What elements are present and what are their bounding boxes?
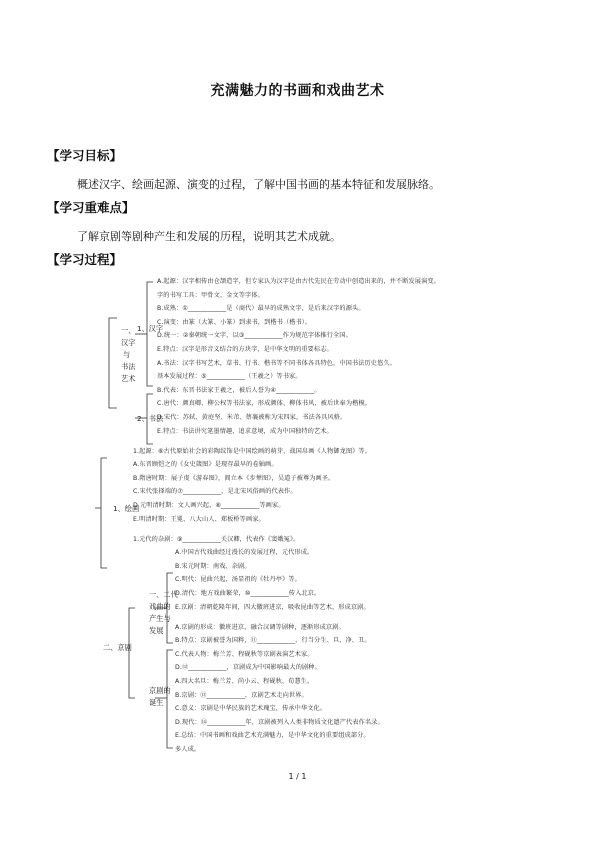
label-xiqu-c: 产生与 [149,614,171,623]
outline-line: E.特点：书法讲究笔墨情趣，追求意境，成为中国独特的艺术。 [157,427,333,435]
outline-line: B.代表：东晋书法家王羲之，被后人誉为④____________。 [157,386,321,394]
outline-line: C.宋代张择端的⑦____________，是北宋风俗画的代表作。 [133,488,297,496]
label-part1-b: 汉字 [121,338,136,347]
outline-line: D.⑫____________，京剧成为中国影响最大的剧种。 [175,664,321,672]
label-part1-a: 一、 [121,326,136,335]
outline-line: E.总结：中国书画和戏曲艺术充满魅力，是中华文化的重要组成部分。 [175,732,370,740]
goals-heading: 【学习目标】 [47,148,123,163]
page-title: 充满魅力的书画和戏曲艺术 [210,83,385,99]
outline-line: E.京剧：清朝乾隆年间，四大徽班进京，吸收昆曲等艺术，形成京剧。 [175,603,370,611]
outline-line: E.明清时期：王冕、八大山人、郑板桥等画家。 [133,515,265,523]
outline-line: B.成熟：①____________是（商代）最早的成熟文字，是后来汉字的源头。 [157,305,365,313]
outline-line: A.东晋顾恺之的《女史箴图》是现存最早的卷轴画。 [133,461,278,469]
key-points-heading: 【学习重难点】 [47,200,135,215]
page-number: 1 / 1 [288,772,307,781]
label-shufa: 2、书法 [137,414,164,423]
outline-line: D.现代：⑭____________年，京剧被列入人类非物质文化遗产代表作名录。 [175,718,384,726]
outline-line: A.起源：汉字相传由仓颉造字，但专家认为汉字是由古代先民在劳动中创造出来的，并不断发展演变。 [157,278,440,285]
outline-line: A.书法：汉字书写艺术，草书、行书、楷书等不同书体各具特色，中国书法历史悠久。 [157,359,396,367]
label-xiqu-a: 一、二代 [149,590,178,599]
label-jingju-a: 二、京剧 [103,643,132,652]
label-jingju-c: 诞生 [149,698,164,707]
process-heading: 【学习过程】 [47,252,123,267]
outline-line: A.四大名旦：梅兰芳、尚小云、程砚秋、荀慧生。 [175,678,314,685]
outline-line: B.宋元时期：南戏、杂剧。 [175,562,251,570]
key-points-text: 了解京剧等剧种产生和发展的历程，说明其艺术成就。 [77,230,341,243]
label-jingju-b: 京剧的 [149,686,171,695]
label-part1-d: 书法 [121,362,136,371]
outline-line: 1.起源：⑥古代原始社会的彩陶纹饰是中国绘画的萌芽，战国帛画《人物御龙图》等。 [133,447,372,455]
outline-line: C.意义：京剧是中华民族的艺术瑰宝，传承中华文化。 [175,705,327,713]
outline-line: 字的书写工具：甲骨文、金文等字体。 [157,291,264,299]
outline-line: D.宋代：苏轼、黄庭坚、米芾、蔡襄被称为宋四家，书法各具风格。 [157,414,347,421]
outline-line: E.特点：汉字是形音义结合的方块字，是中华文明的重要标志。 [157,346,333,353]
label-part1-e: 艺术 [121,374,136,383]
label-hanzi: 1、汉字 [137,324,164,333]
outline-line: D.清代：地方戏曲繁荣，⑩____________传入北京。 [175,590,321,597]
label-xiqu-b: 戏曲的 [149,602,171,611]
label-xiqu-d: 发展 [149,626,164,635]
outline-line: 多人成。 [175,746,201,753]
outline-line: B.特点：京剧被誉为国粹，⑪____________，行当分生、旦、净、丑。 [175,637,371,645]
outline-line: A.中国古代戏曲经过漫长的发展过程，元代形成。 [175,549,314,557]
outline-line: B.隋唐时期：展子虔《游春图》，阎立本《步辇图》，吴道子被尊为画圣。 [133,474,335,482]
outline-diagram [95,268,535,768]
goals-text: 概述汉字、绘画起源、演变的过程，了解中国书画的基本特征和发展脉络。 [77,178,440,191]
outline-line: C.唐代：颜真卿、柳公权等书法家，形成颜体、柳体书风，被后世奉为楷模。 [157,400,371,408]
outline-line: 基本发展过程：⑤____________（王羲之）等书家。 [157,373,302,381]
outline-line: D.统一：②秦朝统一文字，以③____________作为规范字体推行全国。 [157,332,352,340]
label-huihua: 1、绘画 [113,504,140,513]
outline-line: A.京剧的形成：徽班进京，融合汉调等剧种，逐渐形成京剧。 [175,623,345,631]
outline-line: 1.元代的杂剧：⑨____________关汉卿，代表作《窦娥冤》。 [133,535,300,543]
label-part1-c: 与 [123,350,131,359]
outline-line: C.演变：由篆（大篆、小篆）到隶书，到楷书（楷书）。 [157,318,312,326]
outline-line: B.京剧：⑬____________，京剧艺术走向世界。 [175,691,308,699]
outline-line: C.代表人物：梅兰芳、程砚秋等京剧表演艺术家。 [175,650,314,658]
outline-line: C.明代：昆曲兴起，汤显祖的《牡丹亭》等。 [175,576,301,584]
outline-line: D.元明清时期：文人画兴起，⑧____________等画家。 [133,502,285,509]
